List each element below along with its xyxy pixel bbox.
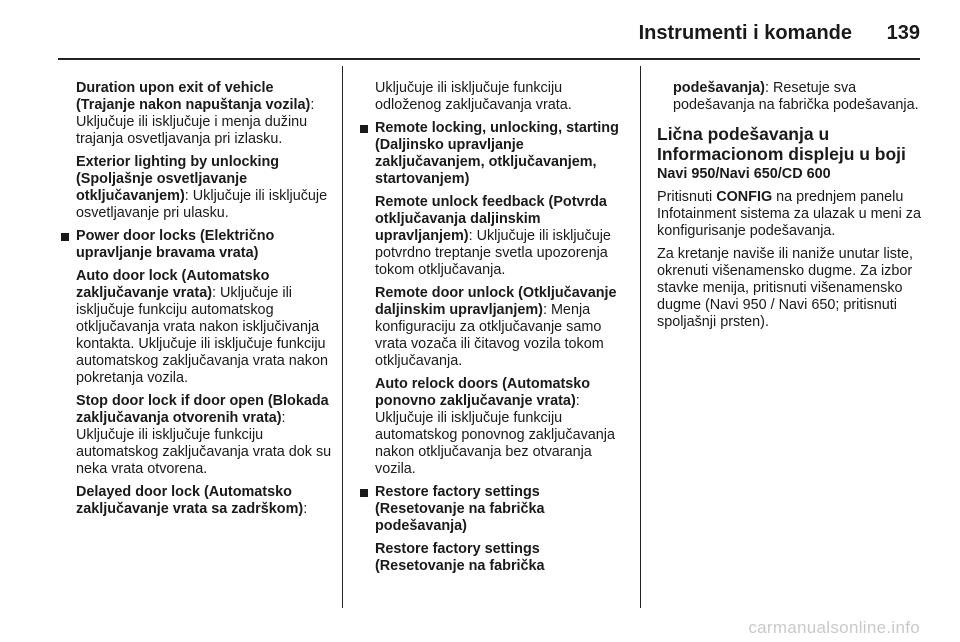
door-unlock-text: : Menja konfiguraciju za otključavanje samo vrata vozača ili čitavog vozila tokom otključavanja. [375,302,604,369]
restore-bullet [359,484,627,535]
stop-lock-text: : Uključuje ili isključuje funkciju automatskog zaključavanja vrata dok su neka vrata otvorena. [76,410,332,477]
feedback-text: : Uključuje ili isključuje potvrdno treptanje svetla upozorenja tokom otključavanja. [375,228,611,278]
delayed-lock-entry [60,484,335,518]
feedback-entry [359,194,627,279]
duration-title: Duration upon exit of vehicle (Trajanje nakon napuštanja vozila) [76,80,311,113]
restore-sub-entry [657,80,932,114]
auto-lock-entry [60,268,335,387]
relock-title: Auto relock doors (Automatsko ponovno zaključavanje vrata) [375,376,591,409]
exterior-entry [60,154,335,222]
column-3 [657,80,932,337]
restore-sub-title: Restore factory settings (Resetovanje na fabrička [375,541,545,574]
auto-lock-title: Auto door lock (Automatsko zaključavanje vrata) [76,268,270,301]
delayed-lock-continued: Uključuje ili isključuje funkciju odloženog zaključavanja vrata. [375,80,572,113]
restore-title: Restore factory settings (Resetovanje na fabrička podešavanja) [375,484,545,534]
page-header [0,0,960,58]
bullet-square-icon [360,125,368,133]
exterior-title: Exterior lighting by unlocking (Spoljašnje osvetljavanje otključavanjem) [76,154,280,204]
stop-lock-title: Stop door lock if door open (Blokada zaključavanja otvorenih vrata) [76,393,329,426]
remote-bullet [359,120,627,188]
config-key: CONFIG [716,189,773,205]
restore-sub-text: : Resetuje sva podešavanja na fabrička podešavanja. [673,80,919,113]
door-unlock-entry [359,285,627,370]
column-divider-1 [342,66,343,608]
column-1 [60,80,335,524]
feedback-title: Remote unlock feedback (Potvrda otključavanja daljinskim upravljanjem) [375,194,607,244]
relock-entry [359,376,627,478]
remote-title: Remote locking, unlocking, starting (Daljinsko upravljanje zaključavanjem, otključavanjem, startovanjem) [375,120,619,187]
section-heading: Lična podešavanja u Informacionom displeju u boji [657,124,906,164]
power-locks-bullet [60,228,335,262]
duration-text: : Uključuje ili isključuje i menja dužinu trajanja osvetljavanja pri izlasku. [76,97,315,147]
column-2 [359,80,627,581]
delayed-lock-title: Delayed door lock (Automatsko zaključavanje vrata sa zadrškom) [76,484,304,517]
config-text-a: Pritisnuti [657,189,717,205]
bullet-square-icon [61,233,69,241]
restore-sub-title-end: podešavanja) [673,80,765,96]
navigation-paragraph: Za kretanje naviše ili naniže unutar liste, okrenuti višenamensko dugme. Za izbor stavke menija, pritisnuti višenamensko dugme (Navi 950 / Navi 650; pritisnuti spoljašnji prsten). [657,246,913,330]
power-locks-title: Power door locks (Električno upravljanje bravama vrata) [76,228,275,261]
header-rule [58,58,920,60]
door-unlock-title: Remote door unlock (Otključavanje daljinskim upravljanjem) [375,285,617,318]
stop-lock-entry [60,393,335,478]
exterior-text: : Uključuje ili isključuje osvetljavanje pri ulasku. [76,188,328,221]
duration-entry [60,80,335,148]
chapter-title: Instrumenti i komande [638,22,852,44]
page-number: 139 [886,22,920,44]
delayed-lock-colon: : [303,501,308,517]
column-divider-2 [640,66,641,608]
config-paragraph [657,189,932,240]
config-text-b: na prednjem panelu Infotainment sistema za ulazak u meni za konfigurisanje podešavanja. [657,189,921,239]
watermark: carmanualsonline.info [748,618,920,637]
auto-lock-text: : Uključuje ili isključuje funkciju automatskog otključavanja vrata nakon isključivanja kontakta. Uključuje ili isključuje funkciju automatskog zaključavanja vrata nakon pokretanja vozila. [76,285,328,386]
relock-text: : Uključuje ili isključuje funkciju automatskog ponovnog zaključavanja nakon otključavanja bez otvaranja vozila. [375,393,616,477]
bullet-square-icon [360,489,368,497]
models-subheading: Navi 950/Navi 650/CD 600 [657,166,831,182]
